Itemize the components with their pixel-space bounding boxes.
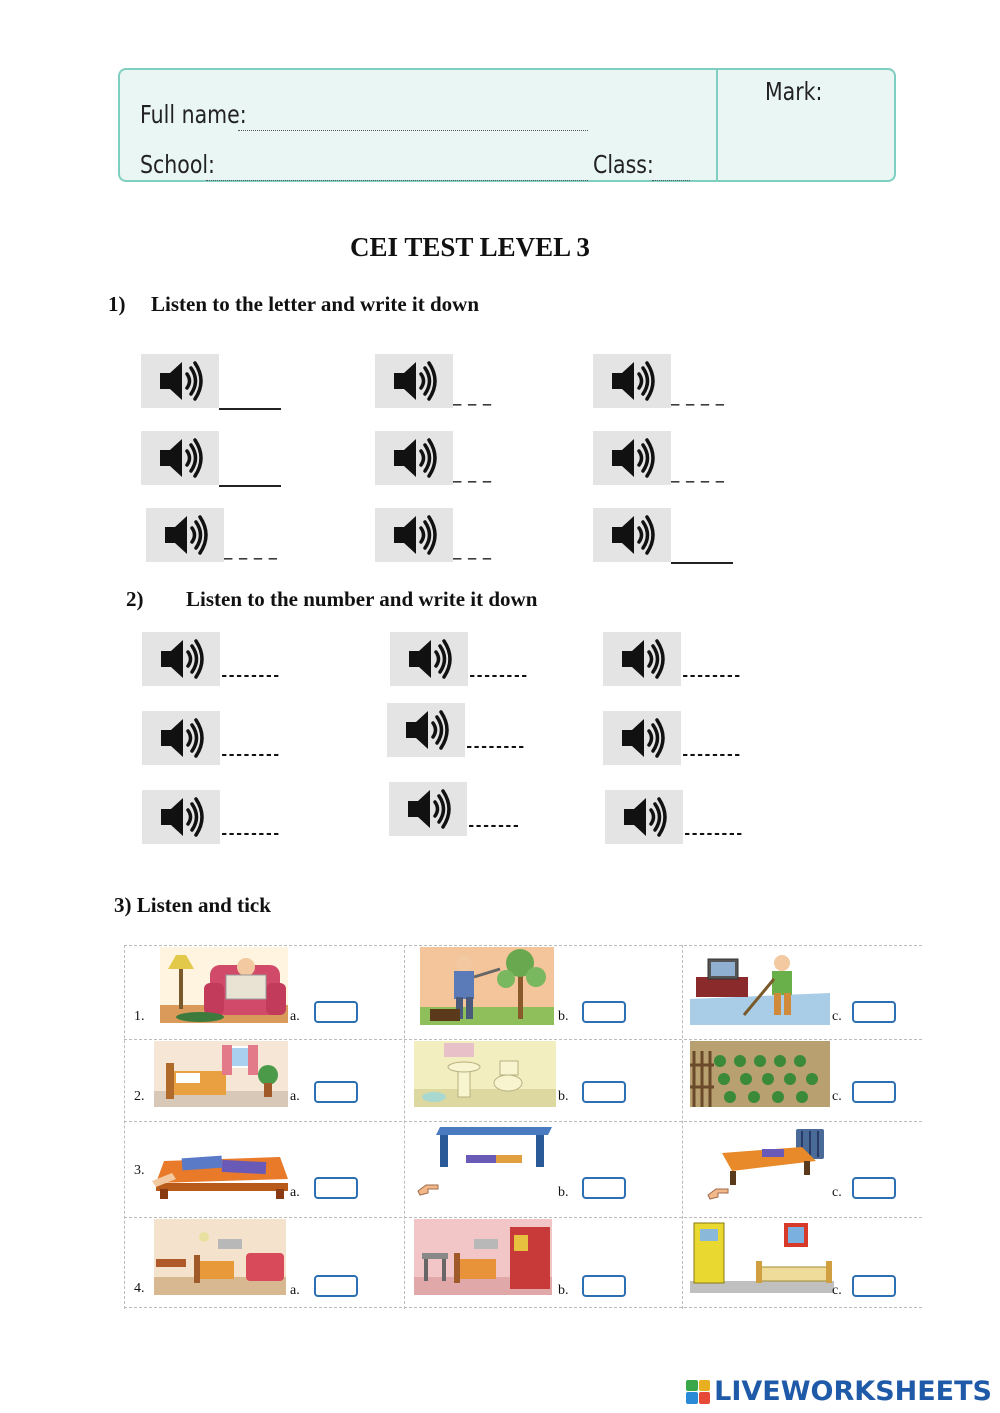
speaker-icon [608, 435, 656, 481]
number-answer-blank-1[interactable]: -------- [220, 668, 280, 684]
full-name-label: Full name: [140, 100, 247, 129]
number-audio-button-9[interactable] [605, 790, 683, 844]
header-divider [716, 70, 718, 182]
picture-man-cutting-tree [420, 947, 554, 1025]
speaker-icon [618, 636, 666, 682]
picture-man-reading-in-armchair [160, 947, 288, 1023]
letter-audio-button-7[interactable] [146, 508, 224, 562]
letter-audio-button-1[interactable] [141, 354, 219, 408]
option-label: b. [558, 1283, 569, 1298]
row-number-1: 1. [134, 1009, 145, 1024]
option-label: a. [290, 1185, 300, 1200]
liveworksheets-logo-icon [686, 1380, 710, 1404]
letter-audio-button-3[interactable] [593, 354, 671, 408]
option-label: c. [832, 1009, 842, 1024]
row-number-4: 4. [134, 1281, 145, 1296]
listen-and-tick-table [124, 945, 922, 1309]
number-answer-blank-2[interactable]: -------- [468, 668, 528, 684]
option-label: a. [290, 1009, 300, 1024]
mark-label: Mark: [765, 77, 823, 106]
speaker-icon [390, 358, 438, 404]
section-1-number: 1) [108, 292, 126, 316]
class-label: Class: [593, 150, 654, 179]
row-number-3: 3. [134, 1163, 145, 1178]
number-answer-blank-6[interactable]: -------- [681, 747, 741, 763]
letter-answer-blank-5[interactable]: _ _ _ [453, 467, 491, 483]
speaker-icon [404, 786, 452, 832]
picture-vegetable-garden [690, 1041, 830, 1107]
page-title: CEI TEST LEVEL 3 [350, 232, 590, 262]
letter-answer-blank-6[interactable]: _ _ _ _ [671, 467, 724, 483]
speaker-icon [405, 636, 453, 682]
full-name-field[interactable] [238, 130, 588, 131]
speaker-icon [620, 794, 668, 840]
section-2-title: Listen to the number and write it down [186, 587, 538, 611]
pointing-hand-icon [706, 1185, 730, 1201]
speaker-icon [390, 512, 438, 558]
number-answer-blank-8[interactable]: ------- [467, 818, 520, 834]
number-answer-blank-9[interactable]: -------- [683, 826, 743, 842]
picture-books-on-bed [712, 1127, 826, 1187]
option-label: b. [558, 1185, 569, 1200]
speaker-icon [390, 435, 438, 481]
picture-bedroom [154, 1041, 288, 1107]
letter-answer-blank-2[interactable]: _ _ _ [453, 390, 491, 406]
speaker-icon [618, 715, 666, 761]
class-field[interactable] [652, 180, 690, 181]
number-audio-button-6[interactable] [603, 711, 681, 765]
number-answer-blank-5[interactable]: -------- [465, 739, 525, 755]
picture-boy-cleaning-floor [690, 949, 830, 1025]
speaker-icon [608, 512, 656, 558]
row-number-2: 2. [134, 1089, 145, 1104]
tick-checkbox-row1-a[interactable] [314, 1001, 358, 1023]
speaker-icon [157, 794, 205, 840]
tick-checkbox-row1-b[interactable] [582, 1001, 626, 1023]
section-2-number: 2) [126, 587, 144, 611]
picture-room-with-door-and-bed [690, 1219, 834, 1293]
letter-audio-button-4[interactable] [141, 431, 219, 485]
letter-audio-button-8[interactable] [375, 508, 453, 562]
option-label: b. [558, 1009, 569, 1024]
tick-checkbox-row3-a[interactable] [314, 1177, 358, 1199]
pointing-hand-icon [416, 1181, 440, 1197]
letter-answer-blank-3[interactable]: _ _ _ _ [671, 390, 724, 406]
number-audio-button-5[interactable] [387, 703, 465, 757]
section-1-title: Listen to the letter and write it down [151, 292, 479, 316]
speaker-icon [157, 715, 205, 761]
letter-audio-button-9[interactable] [593, 508, 671, 562]
school-field[interactable] [206, 180, 588, 181]
speaker-icon [157, 636, 205, 682]
tick-checkbox-row4-a[interactable] [314, 1275, 358, 1297]
option-label: a. [290, 1283, 300, 1298]
number-answer-blank-3[interactable]: -------- [681, 668, 741, 684]
speaker-icon [161, 512, 209, 558]
option-label: b. [558, 1089, 569, 1104]
number-audio-button-8[interactable] [389, 782, 467, 836]
number-audio-button-7[interactable] [142, 790, 220, 844]
letter-audio-button-6[interactable] [593, 431, 671, 485]
section-3-title: 3) Listen and tick [114, 893, 271, 917]
option-label: c. [832, 1089, 842, 1104]
letter-answer-blank-8[interactable]: _ _ _ [453, 544, 491, 560]
speaker-icon [402, 707, 450, 753]
number-answer-blank-7[interactable]: -------- [220, 826, 280, 842]
speaker-icon [156, 358, 204, 404]
letter-answer-blank-4[interactable] [219, 485, 281, 487]
number-audio-button-2[interactable] [390, 632, 468, 686]
speaker-icon [156, 435, 204, 481]
liveworksheets-brand [686, 1376, 992, 1407]
letter-audio-button-2[interactable] [375, 354, 453, 408]
tick-checkbox-row2-c[interactable] [852, 1081, 896, 1103]
letter-audio-button-5[interactable] [375, 431, 453, 485]
tick-checkbox-row2-b[interactable] [582, 1081, 626, 1103]
picture-bathroom [414, 1041, 556, 1107]
brand-name: LIVEWORKSHEETS [714, 1376, 992, 1407]
speaker-icon [608, 358, 656, 404]
tick-checkbox-row3-b[interactable] [582, 1177, 626, 1199]
school-label: School: [140, 150, 215, 179]
picture-bedroom-with-wardrobe [414, 1219, 552, 1295]
option-label: a. [290, 1089, 300, 1104]
letter-answer-blank-1[interactable] [219, 408, 281, 410]
tick-checkbox-row2-a[interactable] [314, 1081, 358, 1103]
number-audio-button-4[interactable] [142, 711, 220, 765]
letter-answer-blank-7[interactable]: _ _ _ _ [224, 544, 277, 560]
number-audio-button-1[interactable] [142, 632, 220, 686]
tick-checkbox-row4-c[interactable] [852, 1275, 896, 1297]
option-label: c. [832, 1185, 842, 1200]
letter-answer-blank-9[interactable] [671, 562, 733, 564]
tick-checkbox-row1-c[interactable] [852, 1001, 896, 1023]
picture-books-under-table [436, 1125, 556, 1171]
option-label: c. [832, 1283, 842, 1298]
picture-books-on-table [152, 1145, 292, 1201]
number-answer-blank-4[interactable]: -------- [220, 747, 280, 763]
number-audio-button-3[interactable] [603, 632, 681, 686]
tick-checkbox-row4-b[interactable] [582, 1275, 626, 1297]
picture-living-room [154, 1219, 286, 1295]
tick-checkbox-row3-c[interactable] [852, 1177, 896, 1199]
